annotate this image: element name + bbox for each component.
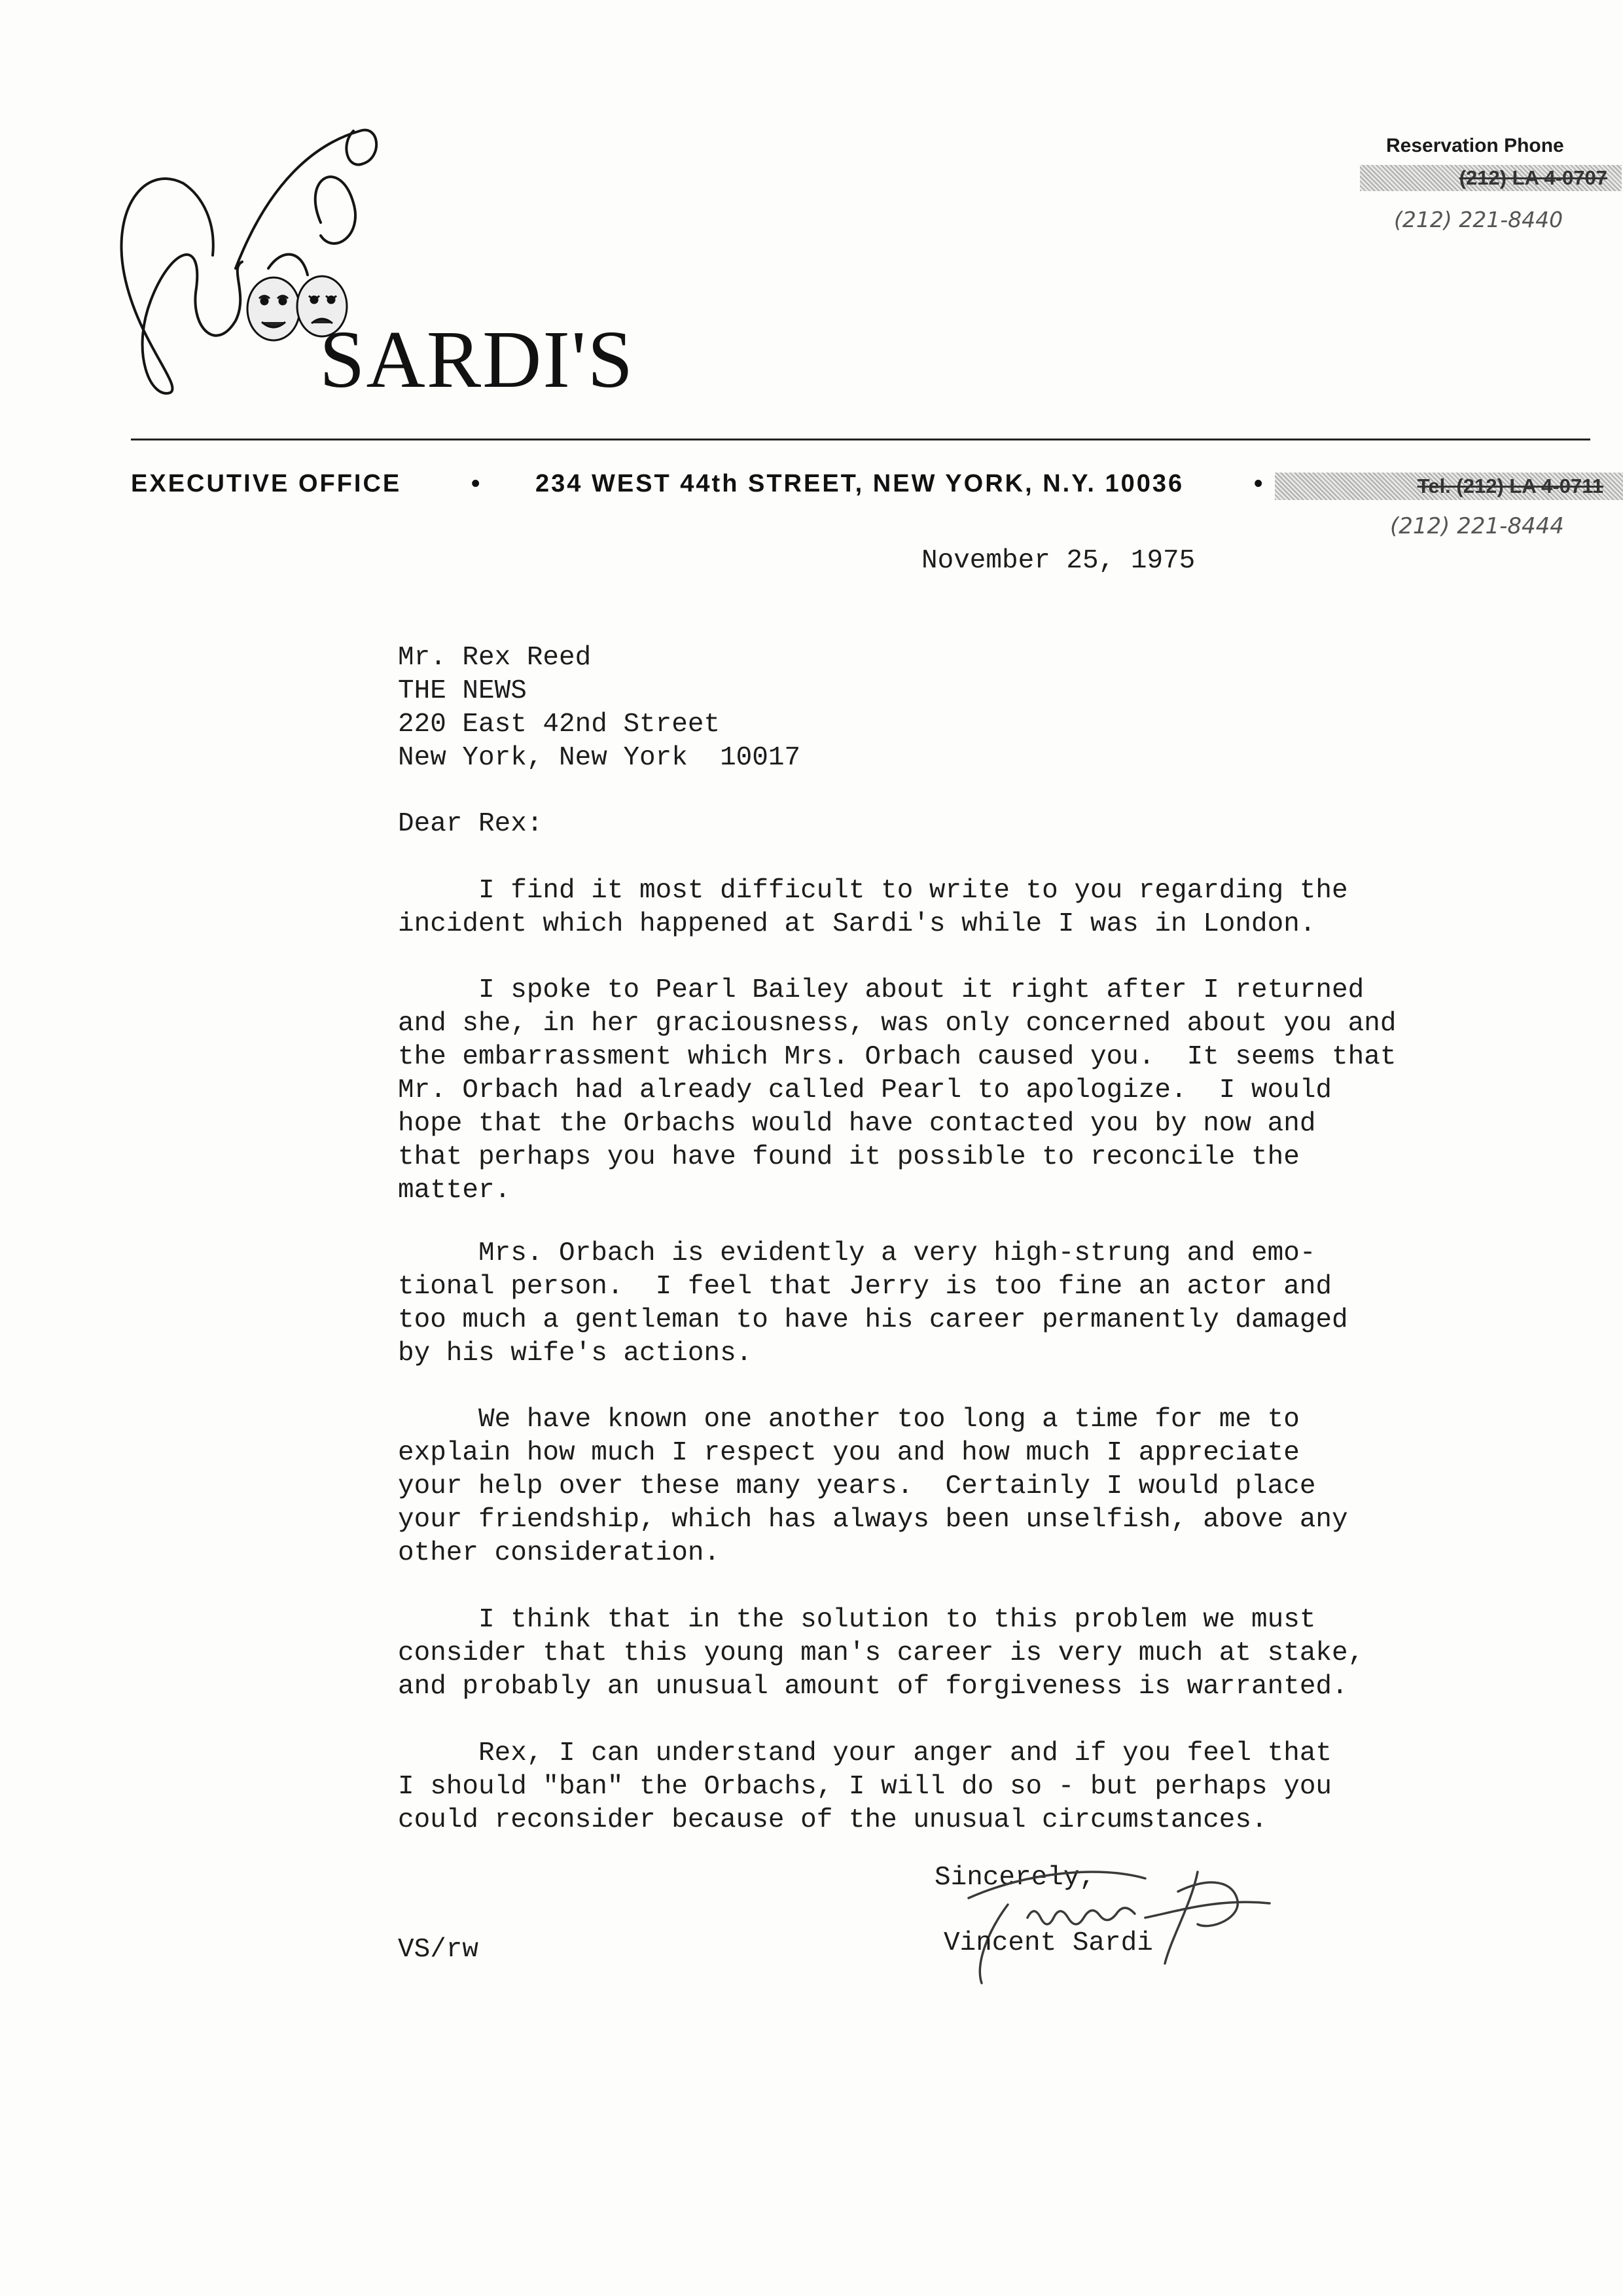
reservation-phone-new: (212) 221-8440 bbox=[1394, 207, 1563, 232]
body-paragraph: We have known one another too long a time for me to explain how much I respect you and how much I appreciate your help over these many years. Certainly I would place your friendship, which has always been unselfish, above any other consideration. bbox=[398, 1405, 1348, 1568]
typist-initials: VS/rw bbox=[398, 1935, 479, 1965]
salutation: Dear Rex: bbox=[398, 809, 543, 839]
recipient-line: New York, New York 10017 bbox=[398, 743, 801, 773]
recipient-line: Mr. Rex Reed bbox=[398, 643, 592, 673]
handwritten-signature bbox=[929, 1852, 1296, 1996]
body-paragraph: I think that in the solution to this problem we must consider that this young man's career is very much at stake, and probably an unusual amount of forgiveness is warranted. bbox=[398, 1605, 1364, 1702]
brand-name: SARDI'S bbox=[319, 315, 635, 405]
office-label: EXECUTIVE OFFICE bbox=[131, 470, 402, 497]
body-paragraph: I find it most difficult to write to you regarding the incident which happened at Sardi's while I was in London. bbox=[398, 876, 1348, 939]
reservation-phone-label: Reservation Phone bbox=[1386, 135, 1564, 156]
body-paragraph: I spoke to Pearl Bailey about it right after I returned and she, in her graciousness, was only concerned about you and the embarrassment which Mrs. Orbach caused you. It seems that Mr. Orbach had already called Pearl to apologize. I would hope that the Orbachs would have contacted you by now and that perhaps you have found it possible to reconcile the matter. bbox=[398, 975, 1397, 1206]
letterhead-divider bbox=[131, 439, 1590, 440]
recipient-line: 220 East 42nd Street bbox=[398, 709, 721, 740]
telephone-separator: • bbox=[1254, 470, 1265, 497]
reservation-phone-old: (212) LA 4-0707 bbox=[1360, 165, 1622, 191]
recipient-line: THE NEWS bbox=[398, 676, 527, 706]
office-telephone-old: Tel. (212) LA 4-0711 bbox=[1275, 473, 1623, 500]
letter-date: November 25, 1975 bbox=[921, 546, 1196, 576]
office-address: 234 WEST 44th STREET, NEW YORK, N.Y. 10036 bbox=[535, 470, 1185, 497]
body-paragraph: Mrs. Orbach is evidently a very high-strung and emo- tional person. I feel that Jerry is too fine an actor and too much a gentleman to have his career permanently damaged by his wife's actions. bbox=[398, 1238, 1348, 1369]
closing: Sincerely, bbox=[935, 1863, 1096, 1893]
office-telephone-new: (212) 221-8444 bbox=[1390, 513, 1564, 539]
signer-name: Vincent Sardi bbox=[944, 1928, 1153, 1958]
recipient-address bbox=[398, 641, 800, 775]
body-paragraph: Rex, I can understand your anger and if you feel that I should "ban" the Orbachs, I will do so - but perhaps you could reconsider because of the unusual circumstances. bbox=[398, 1738, 1332, 1835]
address-separator: • bbox=[471, 470, 482, 497]
